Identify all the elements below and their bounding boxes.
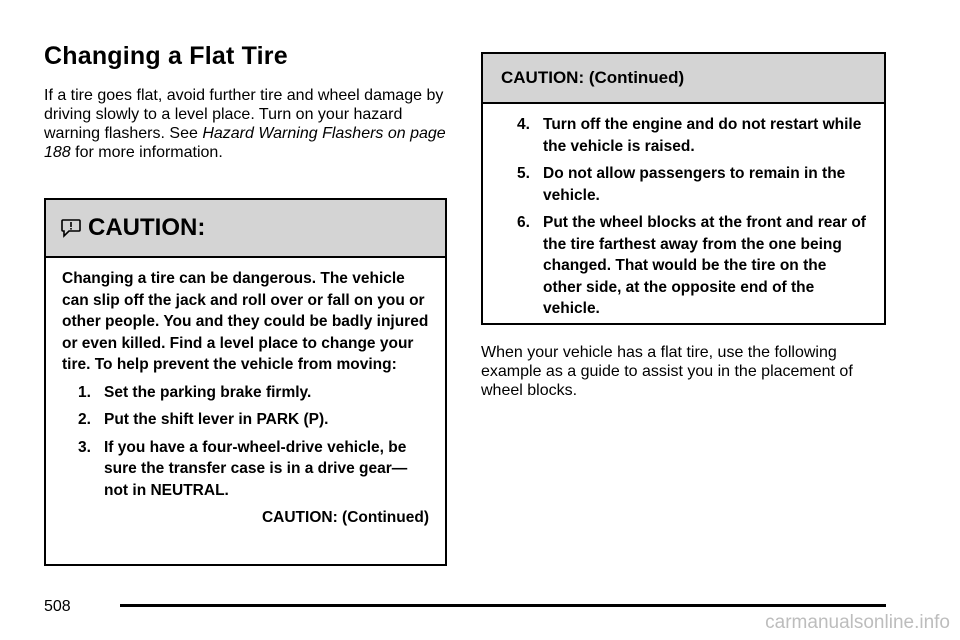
step-number: 4. (517, 116, 530, 133)
step-text: Set the parking brake firmly. (104, 383, 312, 401)
body-paragraph: When your vehicle has a flat tire, use the following example as a guide to assist you in the placement of wheel blocks. (481, 344, 853, 399)
step-text: Put the wheel blocks at the front and rear of the tire farthest away from the one being changed. That would be the tire on the other side, at the opposite end of the vehicle. (543, 214, 866, 317)
intro-paragraph (44, 86, 454, 162)
list-item (78, 382, 429, 404)
step-text: Do not allow passengers to remain in the vehicle. (543, 165, 846, 204)
step-number: 6. (517, 214, 530, 231)
section-title: Changing a Flat Tire (44, 42, 288, 70)
list-item (517, 163, 868, 206)
step-text: Put the shift lever in PARK (P). (104, 411, 329, 428)
intro-text-end: for more information. (70, 144, 223, 161)
caution-header (46, 200, 445, 258)
caution-header (483, 54, 884, 104)
footer-divider (120, 604, 886, 607)
caution-box-continued (481, 52, 886, 325)
caution-paragraph: Changing a tire can be dangerous. The vehicle can slip off the jack and roll over or fall on you or other people. You and they could be badly injured or even killed. Find a level place to change your tire. To help prevent the vehicle from moving: (62, 270, 429, 373)
step-number: 5. (517, 165, 530, 182)
step-text: Turn off the engine and do not restart while the vehicle is raised. (543, 116, 862, 155)
list-item (78, 437, 429, 502)
caution-title: CAUTION: (Continued) (501, 68, 685, 87)
caution-content (483, 104, 884, 320)
caution-continued-label: CAUTION: (Continued) (261, 509, 429, 526)
page-number: 508 (44, 598, 71, 615)
caution-steps (499, 114, 868, 320)
step-number: 1. (78, 383, 91, 401)
watermark: carmanualsonline.info (765, 612, 950, 633)
list-item (517, 114, 868, 157)
list-item (517, 212, 868, 320)
list-item (78, 409, 429, 431)
intro-text: If a tire goes flat, avoid further tire and wheel damage by driving slowly to a level place. Turn on your hazard warning flashers. See (44, 87, 444, 142)
caution-title: CAUTION: (88, 214, 206, 241)
step-number: 2. (78, 411, 91, 428)
step-text: If you have a four-wheel-drive vehicle, be sure the transfer case is in a drive gear— not in NEUTRAL. (104, 438, 408, 499)
cross-reference-link[interactable]: Hazard Warning Flashers on page 188 (44, 125, 446, 161)
caution-steps (62, 382, 429, 502)
caution-box (44, 198, 447, 566)
caution-content (46, 258, 445, 529)
caution-symbol-icon (60, 218, 82, 238)
step-number: 3. (78, 438, 91, 456)
